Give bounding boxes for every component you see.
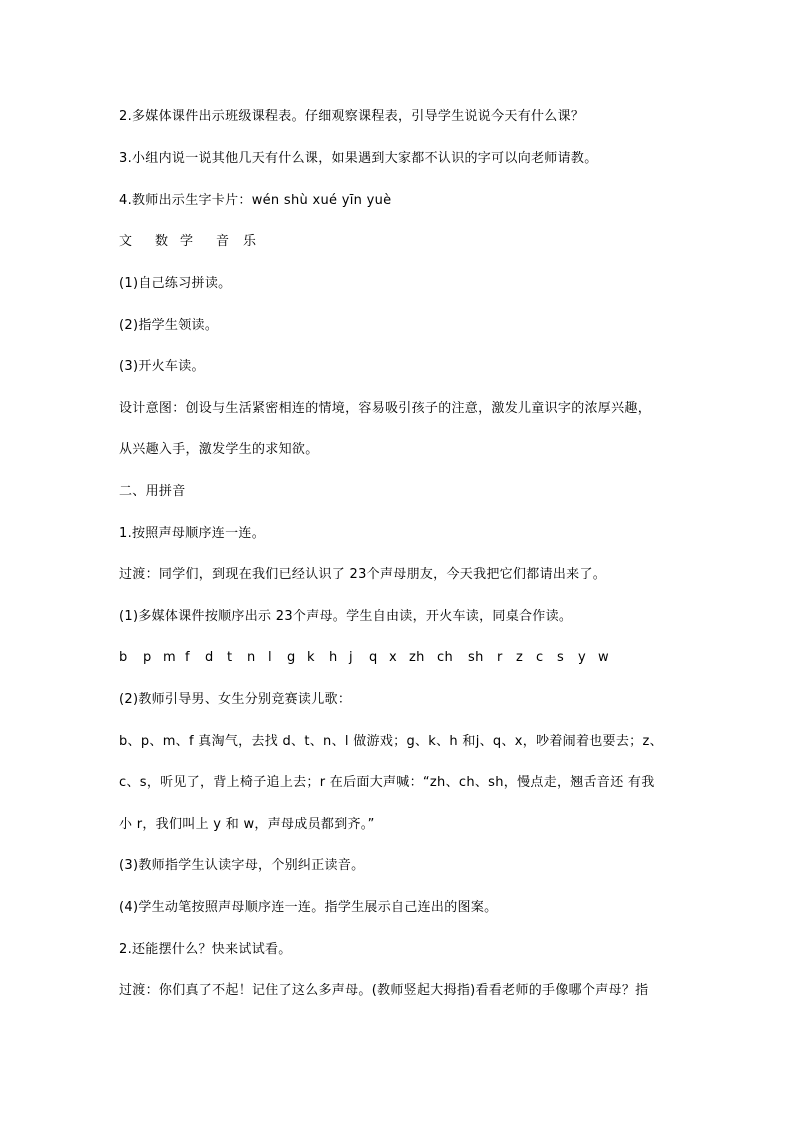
paragraph-17: c、s，听见了，背上椅子追上去；r 在后面大声喊：“zh、ch、sh，慢点走，翘舌音还 有我 xyxy=(119,775,655,790)
paragraph-16: b、p、m、f 真淘气，去找 d、t、n、l 做游戏；g、k、h 和j、q、x，吵着闹着也要去；z、 xyxy=(119,734,663,749)
paragraph-9: 从兴趣入手，激发学生的求知欲。 xyxy=(119,442,319,457)
initial-q: q xyxy=(369,650,378,665)
paragraph-21: 2.还能摆什么？快来试试看。 xyxy=(119,942,292,957)
initial-j: j xyxy=(349,650,353,665)
initial-r: r xyxy=(497,650,503,665)
section-heading: 二、用拼音 xyxy=(119,484,186,499)
paragraph-6: (2)指学生领读。 xyxy=(119,318,219,333)
paragraph-18: 小 r，我们叫上 y 和 w，声母成员都到齐。” xyxy=(119,817,375,832)
initial-s: s xyxy=(557,650,565,665)
paragraph-7: (3)开火车读。 xyxy=(119,359,205,374)
character-yue: 乐 xyxy=(243,234,257,249)
paragraph-5: (1)自己练习拼读。 xyxy=(119,276,232,291)
initials-row xyxy=(119,650,619,666)
paragraph-19: (3)教师指学生认读字母，个别纠正读音。 xyxy=(119,858,365,873)
initial-l: l xyxy=(268,650,272,665)
paragraph-13: (1)多媒体课件按顺序出示 23个声母。学生自由读，开火车读，同桌合作读。 xyxy=(119,609,573,624)
initial-w: w xyxy=(598,650,609,665)
initial-g: g xyxy=(287,650,296,665)
initial-k: k xyxy=(307,650,315,665)
paragraph-20: (4)学生动笔按照声母顺序连一连。指学生展示自己连出的图案。 xyxy=(119,900,498,915)
initial-p: p xyxy=(143,650,152,665)
initial-ch: ch xyxy=(437,650,453,665)
initial-sh: sh xyxy=(468,650,484,665)
initial-t: t xyxy=(227,650,233,665)
paragraph-8: 设计意图：创设与生活紧密相连的情境，容易吸引孩子的注意，激发儿童识字的浓厚兴趣， xyxy=(119,401,652,416)
initial-x: x xyxy=(389,650,397,665)
character-yin: 音 xyxy=(216,234,230,249)
paragraph-2: 3.小组内说一说其他几天有什么课，如果遇到大家都不认识的字可以向老师请教。 xyxy=(119,151,598,166)
initial-zh: zh xyxy=(409,650,425,665)
initial-c: c xyxy=(536,650,544,665)
paragraph-12: 过渡：同学们，到现在我们已经认识了 23个声母朋友，今天我把它们都请出来了。 xyxy=(119,567,607,582)
paragraph-11: 1.按照声母顺序连一连。 xyxy=(119,526,266,541)
paragraph-3: 4.教师出示生字卡片：wén shù xué yīn yuè xyxy=(119,193,392,208)
paragraph-1: 2.多媒体课件出示班级课程表。仔细观察课程表，引导学生说说今天有什么课？ xyxy=(119,109,585,124)
initial-m: m xyxy=(163,650,176,665)
paragraph-22: 过渡：你们真了不起！记住了这么多声母。(教师竖起大拇指)看看老师的手像哪个声母？指 xyxy=(119,983,649,998)
initial-y: y xyxy=(578,650,586,665)
character-xue: 学 xyxy=(180,234,194,249)
character-shu: 数 xyxy=(155,234,169,249)
character-wen: 文 xyxy=(119,234,133,249)
initial-b: b xyxy=(119,650,128,665)
paragraph-15: (2)教师引导男、女生分别竞赛读儿歌： xyxy=(119,692,352,707)
initial-n: n xyxy=(247,650,256,665)
initial-f: f xyxy=(185,650,190,665)
initial-h: h xyxy=(329,650,338,665)
initial-z: z xyxy=(516,650,524,665)
initial-d: d xyxy=(205,650,214,665)
